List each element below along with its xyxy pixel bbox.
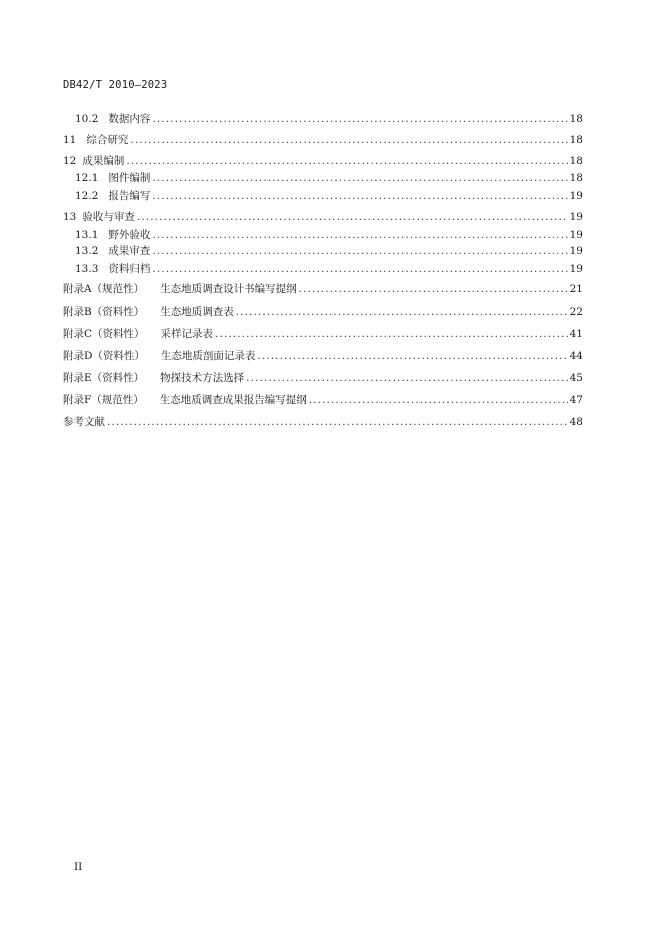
toc-entry-label: 综合研究 — [86, 134, 129, 146]
toc-dot-leader — [299, 283, 568, 295]
toc-entry-page: 44 — [569, 350, 583, 362]
toc-entry-number: 10.2 — [75, 113, 99, 125]
toc-dot-leader — [130, 134, 567, 146]
toc-entry[interactable] — [63, 153, 583, 167]
toc-dot-leader — [152, 172, 567, 184]
toc-entry-number: 12.2 — [75, 190, 99, 202]
toc-entry-label: 资料归档 — [108, 263, 151, 275]
toc-dot-leader — [215, 328, 568, 340]
toc-entry-page: 47 — [569, 394, 583, 406]
toc-entry-label: 野外验收 — [108, 229, 151, 241]
toc-entry-title — [63, 243, 150, 258]
toc-entry-number: 11 — [63, 134, 77, 146]
toc-entry-number: 13 — [63, 211, 77, 223]
toc-entry-title — [63, 370, 244, 385]
toc-entry[interactable] — [63, 209, 583, 223]
toc-dot-leader — [137, 211, 568, 223]
toc-entry-title — [63, 111, 150, 126]
toc-entry-label: 成果编制 — [82, 155, 125, 167]
toc-entry-page: 18 — [569, 172, 583, 184]
toc-entry-title — [63, 326, 213, 341]
page-number: II — [74, 861, 83, 873]
toc-entry-number: 12.1 — [75, 172, 99, 184]
toc-entry-number: 13.1 — [75, 229, 99, 241]
toc-entry-page: 19 — [569, 245, 583, 257]
toc-entry[interactable] — [63, 243, 583, 257]
toc-entry-label: 生态地质剖面记录表 — [160, 350, 256, 362]
toc-entry-page: 19 — [569, 263, 583, 275]
toc-entry-page: 19 — [569, 211, 583, 223]
toc-entry-number: 13.2 — [75, 245, 99, 257]
toc-entry-title — [63, 261, 150, 276]
toc-entry[interactable] — [63, 132, 583, 146]
toc-entry-label: 数据内容 — [108, 113, 151, 125]
toc-entry-page: 48 — [569, 416, 583, 428]
toc-entry-title — [63, 132, 128, 147]
toc-entry-label: 参考文献 — [63, 416, 105, 428]
toc-entry-label: 报告编写 — [108, 190, 151, 202]
toc-dot-leader — [152, 190, 567, 202]
toc-entry-page: 41 — [569, 328, 583, 340]
toc-entry-number: 12 — [63, 155, 77, 167]
toc-entry[interactable] — [63, 348, 583, 362]
toc-entry-label: 生态地质调查表 — [160, 306, 234, 318]
toc-entry-page: 18 — [569, 134, 583, 146]
toc-entry-number: 13.3 — [75, 263, 99, 275]
toc-entry[interactable] — [63, 188, 583, 202]
toc-entry-title — [63, 209, 135, 224]
toc-entry-page: 19 — [569, 190, 583, 202]
toc-dot-leader — [152, 245, 567, 257]
toc-entry[interactable] — [63, 304, 583, 318]
toc-entry-page: 22 — [569, 306, 583, 318]
toc-entry-number: 附录D（资料性） — [63, 350, 145, 362]
toc-dot-leader — [257, 350, 567, 362]
toc-entry-number: 附录A（规范性） — [63, 283, 145, 295]
toc-entry-label: 成果审查 — [108, 245, 151, 257]
toc-entry-title — [63, 170, 150, 185]
document-code: DB42/T 2010—2023 — [63, 79, 168, 91]
toc-dot-leader — [246, 372, 567, 384]
toc-dot-leader — [236, 306, 568, 318]
toc-entry-page: 21 — [569, 283, 583, 295]
toc-entry[interactable] — [63, 392, 583, 406]
toc-entry[interactable] — [63, 326, 583, 340]
toc-entry-title — [63, 414, 105, 429]
toc-entry-label: 生态地质调查成果报告编写提纲 — [159, 394, 307, 406]
toc-entry[interactable] — [63, 111, 583, 125]
toc-entry-label: 验收与审查 — [82, 211, 135, 223]
toc-entry-number: 附录F（规范性） — [63, 394, 144, 406]
toc-entry[interactable] — [63, 261, 583, 275]
toc-entry-page: 19 — [569, 229, 583, 241]
toc-entry-number: 附录E（资料性） — [63, 372, 145, 384]
toc-entry-page: 45 — [569, 372, 583, 384]
toc-entry[interactable] — [63, 170, 583, 184]
toc-entry-title — [63, 227, 150, 242]
toc-entry-label: 物探技术方法选择 — [160, 372, 245, 384]
toc-entry-number: 附录B（资料性） — [63, 306, 145, 318]
toc-entry-page: 18 — [569, 155, 583, 167]
toc-entry-label: 生态地质调查设计书编写提纲 — [160, 283, 297, 295]
toc-entry-title — [63, 392, 307, 407]
toc-entry-page: 18 — [569, 113, 583, 125]
toc-entry[interactable] — [63, 370, 583, 384]
toc-entry-label: 图件编制 — [108, 172, 151, 184]
toc-dot-leader — [126, 155, 567, 167]
toc-dot-leader — [107, 416, 568, 428]
toc-entry-title — [63, 188, 150, 203]
toc-dot-leader — [309, 394, 568, 406]
toc-entry-label: 采样记录表 — [160, 328, 214, 340]
toc-entry-title — [63, 304, 234, 319]
toc-dot-leader — [152, 263, 567, 275]
toc-dot-leader — [152, 113, 567, 125]
toc-entry[interactable] — [63, 281, 583, 295]
toc-dot-leader — [152, 229, 567, 241]
toc-entry[interactable] — [63, 227, 583, 241]
toc-entry-title — [63, 153, 124, 168]
toc-entry[interactable] — [63, 414, 583, 428]
toc-entry-number: 附录C（资料性） — [63, 328, 145, 340]
toc-entry-title — [63, 348, 255, 363]
toc-entry-title — [63, 281, 297, 296]
